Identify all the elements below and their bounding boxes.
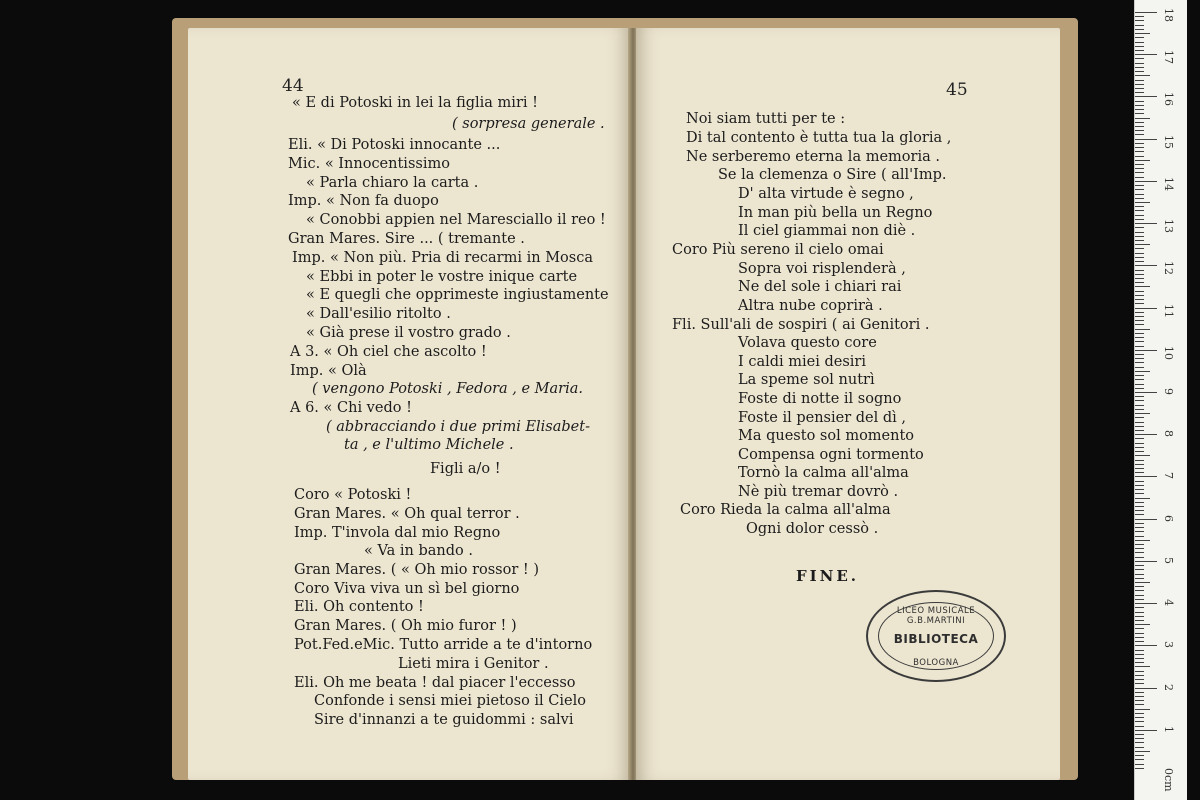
- ruler-tick: [1135, 130, 1144, 131]
- ruler-tick: [1135, 476, 1157, 477]
- left-page-line: « Dall'esilio ritolto .: [306, 306, 451, 322]
- ruler-tick: [1135, 590, 1144, 591]
- left-page-line: « Ebbi in poter le vostre inique carte: [306, 269, 578, 285]
- ruler-tick: [1135, 274, 1144, 275]
- ruler-tick: [1135, 675, 1144, 676]
- left-page-line: ( vengono Potoski , Fedora , e Maria.: [312, 381, 583, 397]
- ruler-tick: [1135, 531, 1144, 532]
- ruler-tick: [1135, 738, 1144, 739]
- ruler-tick: [1135, 709, 1150, 710]
- ruler-tick: [1135, 392, 1157, 393]
- ruler-tick: [1135, 118, 1150, 119]
- ruler-number: 3: [1162, 641, 1175, 649]
- left-page-line: ( abbracciando i due primi Elisabet-: [326, 419, 590, 435]
- ruler-number: 1: [1162, 725, 1175, 733]
- ruler-tick: [1135, 620, 1144, 621]
- ruler-tick: [1135, 489, 1144, 490]
- ruler-tick: [1135, 679, 1144, 680]
- ruler-number: 14: [1162, 176, 1175, 191]
- left-page-line: Eli. Oh contento !: [294, 599, 424, 615]
- fine-label: FINE.: [796, 567, 860, 585]
- ruler-tick: [1135, 704, 1144, 705]
- ruler-tick: [1135, 692, 1144, 693]
- ruler-number: 9: [1162, 388, 1175, 395]
- ruler-tick: [1135, 346, 1144, 347]
- ruler-tick: [1135, 308, 1157, 309]
- ruler-tick: [1135, 210, 1144, 211]
- ruler-tick: [1135, 168, 1144, 169]
- right-page-line: Foste di notte il sogno: [738, 391, 902, 407]
- ruler-tick: [1135, 426, 1144, 427]
- ruler-tick: [1135, 438, 1144, 439]
- ruler-tick: [1135, 561, 1157, 562]
- ruler-tick: [1135, 278, 1144, 279]
- ruler-tick: [1135, 67, 1144, 68]
- ruler-tick: [1135, 50, 1144, 51]
- ruler-tick: [1135, 569, 1144, 570]
- ruler-tick: [1135, 409, 1144, 410]
- ruler-tick: [1135, 527, 1144, 528]
- ruler-tick: [1135, 198, 1144, 199]
- ruler-tick: [1135, 151, 1144, 152]
- ruler-tick: [1135, 742, 1144, 743]
- ruler-tick: [1135, 612, 1144, 613]
- ruler-tick: [1135, 156, 1144, 157]
- right-page-line: Nè più tremar dovrò .: [738, 484, 899, 500]
- ruler-tick: [1135, 282, 1144, 283]
- ruler-tick: [1135, 92, 1144, 93]
- ruler-tick: [1135, 194, 1144, 195]
- left-page-line: « E di Potoski in lei la figlia miri !: [292, 95, 538, 111]
- ruler-tick: [1135, 417, 1144, 418]
- ruler-number: 17: [1162, 50, 1175, 65]
- right-page-line: Coro Più sereno il cielo omai: [672, 242, 884, 258]
- ruler-tick: [1135, 574, 1144, 575]
- right-page-line: Il ciel giammai non diè .: [738, 223, 916, 239]
- ruler-number: 5: [1162, 556, 1175, 564]
- ruler-tick: [1135, 333, 1144, 334]
- ruler-tick: [1135, 84, 1144, 85]
- ruler-tick: [1135, 248, 1144, 249]
- ruler-tick: [1135, 291, 1144, 292]
- ruler-tick: [1135, 430, 1144, 431]
- left-page-line: Mic. « Innocentissimo: [288, 156, 450, 172]
- ruler-tick: [1135, 519, 1157, 520]
- left-page-line: Eli. Oh me beata ! dal piacer l'eccesso: [294, 675, 576, 691]
- ruler-number: 12: [1162, 261, 1175, 276]
- ruler-tick: [1135, 464, 1144, 465]
- right-page-line: Ne serberemo eterna la memoria .: [686, 149, 940, 165]
- ruler-tick: [1135, 481, 1144, 482]
- left-page-line: « E quegli che opprimeste ingiustamente: [306, 287, 609, 303]
- ruler-tick: [1135, 650, 1144, 651]
- ruler-tick: [1135, 641, 1144, 642]
- ruler-tick: [1135, 451, 1144, 452]
- library-stamp: [866, 590, 1006, 682]
- ruler-tick: [1135, 147, 1144, 148]
- right-page-line: Volava questo core: [738, 335, 877, 351]
- ruler-tick: [1135, 683, 1144, 684]
- ruler-tick: [1135, 324, 1144, 325]
- ruler-tick: [1135, 755, 1144, 756]
- left-page-line: Pot.Fed.eMic. Tutto arride a te d'intorno: [294, 637, 593, 653]
- ruler-number: 6: [1162, 514, 1175, 522]
- ruler-tick: [1135, 498, 1150, 499]
- ruler-tick: [1135, 42, 1144, 43]
- ruler-tick: [1135, 688, 1157, 689]
- ruler-tick: [1135, 219, 1144, 220]
- ruler-tick: [1135, 143, 1144, 144]
- ruler-tick: [1135, 759, 1144, 760]
- ruler-tick: [1135, 303, 1144, 304]
- left-page-line: Gran Mares. ( Oh mio furor ! ): [294, 618, 517, 634]
- ruler-tick: [1135, 413, 1150, 414]
- ruler-number: 18: [1162, 8, 1175, 22]
- ruler-tick: [1135, 599, 1144, 600]
- ruler-tick: [1135, 396, 1144, 397]
- ruler-tick: [1135, 295, 1144, 296]
- right-page-line: Coro Rieda la calma all'alma: [680, 502, 891, 518]
- left-page-line: « Va in bando .: [364, 543, 473, 559]
- ruler-tick: [1135, 536, 1144, 537]
- ruler-tick: [1135, 96, 1157, 97]
- right-page-line: Sopra voi risplenderà ,: [738, 261, 906, 277]
- ruler-tick: [1135, 58, 1144, 59]
- ruler-tick: [1135, 662, 1144, 663]
- ruler-tick: [1135, 101, 1144, 102]
- ruler-tick: [1135, 33, 1150, 34]
- ruler-tick: [1135, 126, 1144, 127]
- ruler-tick: [1135, 261, 1144, 262]
- ruler-tick: [1135, 215, 1144, 216]
- left-page-line: ( sorpresa generale .: [452, 116, 605, 132]
- ruler-tick: [1135, 506, 1144, 507]
- ruler-tick: [1135, 595, 1144, 596]
- right-page-line: Ma questo sol momento: [738, 428, 915, 444]
- ruler-tick: [1135, 299, 1144, 300]
- ruler-tick: [1135, 63, 1144, 64]
- right-page-line: I caldi miei desiri: [738, 354, 866, 370]
- left-page-line: « Conobbi appien nel Maresciallo il reo !: [306, 212, 606, 228]
- ruler-tick: [1135, 443, 1144, 444]
- stamp-bottom-text: BOLOGNA: [913, 658, 959, 668]
- left-page-line: Imp. « Olà: [290, 363, 367, 379]
- ruler-tick: [1135, 751, 1150, 752]
- right-page-line: Fli. Sull'ali de sospiri ( ai Genitori .: [672, 317, 930, 333]
- ruler-tick: [1135, 185, 1144, 186]
- ruler-tick: [1135, 637, 1144, 638]
- ruler-tick: [1135, 455, 1150, 456]
- ruler-tick: [1135, 557, 1144, 558]
- left-page-line: « Già prese il vostro grado .: [306, 325, 511, 341]
- left-page-line: Confonde i sensi miei pietoso il Cielo: [314, 693, 586, 709]
- ruler-tick: [1135, 671, 1144, 672]
- ruler-tick: [1135, 510, 1144, 511]
- left-page-line: Eli. « Di Potoski innocante ...: [288, 137, 501, 153]
- ruler-tick: [1135, 20, 1144, 21]
- ruler-tick: [1135, 717, 1144, 718]
- ruler-tick: [1135, 514, 1144, 515]
- ruler-tick: [1135, 434, 1157, 435]
- ruler-tick: [1135, 388, 1144, 389]
- right-page-line: Di tal contento è tutta tua la gloria ,: [686, 130, 952, 146]
- ruler-tick: [1135, 493, 1144, 494]
- ruler-tick: [1135, 46, 1144, 47]
- ruler-tick: [1135, 747, 1144, 748]
- ruler-tick: [1135, 341, 1144, 342]
- ruler-tick: [1135, 552, 1144, 553]
- ruler-tick: [1135, 113, 1144, 114]
- ruler-tick: [1135, 29, 1144, 30]
- ruler-tick: [1135, 713, 1144, 714]
- ruler-tick: [1135, 71, 1144, 72]
- ruler-tick: [1135, 582, 1150, 583]
- left-page-line: Imp. T'invola dal mio Regno: [294, 525, 501, 541]
- ruler-tick: [1135, 405, 1144, 406]
- ruler-tick: [1135, 447, 1144, 448]
- right-page-line: In man più bella un Regno: [738, 205, 933, 221]
- ruler-tick: [1135, 628, 1144, 629]
- ruler-tick: [1135, 544, 1144, 545]
- ruler-number: 2: [1162, 683, 1175, 691]
- ruler-tick: [1135, 240, 1144, 241]
- ruler-tick: [1135, 139, 1157, 140]
- ruler-tick: [1135, 75, 1150, 76]
- ruler-tick: [1135, 658, 1144, 659]
- ruler-tick: [1135, 645, 1157, 646]
- ruler-tick: [1135, 666, 1150, 667]
- ruler-tick: [1135, 540, 1150, 541]
- stamp-top-text: LICEO MUSICALE G.B.MARTINI: [896, 606, 976, 626]
- ruler-tick: [1135, 181, 1157, 182]
- left-page-line: Imp. « Non fa duopo: [288, 193, 439, 209]
- ruler-tick: [1135, 206, 1144, 207]
- ruler-tick: [1135, 320, 1144, 321]
- ruler-tick: [1135, 502, 1144, 503]
- ruler-tick: [1135, 37, 1144, 38]
- ruler-tick: [1135, 700, 1144, 701]
- ruler-tick: [1135, 244, 1150, 245]
- ruler-tick: [1135, 460, 1144, 461]
- ruler-tick: [1135, 253, 1144, 254]
- ruler-tick: [1135, 523, 1144, 524]
- measurement-ruler: [1134, 0, 1187, 800]
- left-page-number: 44: [282, 76, 304, 96]
- left-page-line: Figli a/o !: [430, 461, 501, 477]
- right-page-line: Noi siam tutti per te :: [686, 111, 846, 127]
- ruler-tick: [1135, 109, 1144, 110]
- ruler-tick: [1135, 189, 1144, 190]
- left-page-line: Gran Mares. Sire ... ( tremante .: [288, 231, 525, 247]
- ruler-tick: [1135, 384, 1144, 385]
- ruler-number: 0cm: [1162, 768, 1175, 792]
- ruler-tick: [1135, 25, 1144, 26]
- ruler-number: 16: [1162, 92, 1175, 107]
- left-page-line: Sire d'innanzi a te guidommi : salvi: [314, 712, 574, 728]
- ruler-tick: [1135, 286, 1150, 287]
- ruler-tick: [1135, 603, 1157, 604]
- stamp-middle-text: BIBLIOTECA: [893, 632, 979, 646]
- ruler-tick: [1135, 400, 1144, 401]
- ruler-tick: [1135, 270, 1144, 271]
- right-page-line: Se la clemenza o Sire ( all'Imp.: [718, 167, 947, 183]
- ruler-number: 7: [1162, 472, 1175, 480]
- ruler-tick: [1135, 177, 1144, 178]
- ruler-tick: [1135, 548, 1144, 549]
- ruler-tick: [1135, 616, 1144, 617]
- ruler-tick: [1135, 472, 1144, 473]
- ruler-number: 4: [1162, 599, 1175, 607]
- ruler-number: 13: [1162, 219, 1175, 234]
- left-page-line: « Parla chiaro la carta .: [306, 175, 479, 191]
- ruler-number: 15: [1162, 134, 1175, 149]
- ruler-tick: [1135, 164, 1144, 165]
- ruler-tick: [1135, 12, 1157, 13]
- ruler-tick: [1135, 726, 1144, 727]
- ruler-tick: [1135, 232, 1144, 233]
- ruler-tick: [1135, 354, 1144, 355]
- right-page-line: D' alta virtude è segno ,: [738, 186, 914, 202]
- left-page-line: ta , e l'ultimo Michele .: [344, 437, 514, 453]
- ruler-tick: [1135, 329, 1150, 330]
- ruler-tick: [1135, 227, 1144, 228]
- ruler-tick: [1135, 367, 1144, 368]
- ruler-tick: [1135, 362, 1144, 363]
- ruler-tick: [1135, 236, 1144, 237]
- ruler-tick: [1135, 764, 1144, 765]
- right-page-line: La speme sol nutrì: [738, 372, 875, 388]
- ruler-tick: [1135, 371, 1150, 372]
- left-page-line: A 3. « Oh ciel che ascolto !: [290, 344, 487, 360]
- ruler-tick: [1135, 358, 1144, 359]
- ruler-tick: [1135, 172, 1144, 173]
- ruler-tick: [1135, 16, 1144, 17]
- right-page-line: Foste il pensier del dì ,: [738, 410, 906, 426]
- ruler-tick: [1135, 105, 1144, 106]
- right-page-line: Tornò la calma all'alma: [738, 465, 909, 481]
- ruler-tick: [1135, 337, 1144, 338]
- ruler-tick: [1135, 696, 1144, 697]
- ruler-tick: [1135, 350, 1157, 351]
- left-page-line: Imp. « Non più. Pria di recarmi in Mosca: [292, 250, 593, 266]
- ruler-tick: [1135, 654, 1144, 655]
- right-page-line: Ogni dolor cessò .: [746, 521, 879, 537]
- ruler-tick: [1135, 379, 1144, 380]
- ruler-tick: [1135, 422, 1144, 423]
- ruler-number: 10: [1162, 345, 1175, 360]
- left-page-line: Lieti mira i Genitor .: [398, 656, 549, 672]
- ruler-tick: [1135, 316, 1144, 317]
- ruler-tick: [1135, 122, 1144, 123]
- ruler-tick: [1135, 375, 1144, 376]
- ruler-number: 8: [1162, 430, 1175, 438]
- right-page-number: 45: [946, 80, 968, 100]
- ruler-tick: [1135, 257, 1144, 258]
- ruler-tick: [1135, 607, 1144, 608]
- ruler-tick: [1135, 160, 1150, 161]
- ruler-tick: [1135, 468, 1144, 469]
- ruler-tick: [1135, 565, 1144, 566]
- ruler-tick: [1135, 721, 1144, 722]
- left-page-line: Gran Mares. « Oh qual terror .: [294, 506, 520, 522]
- left-page-line: Coro « Potoski !: [294, 487, 412, 503]
- ruler-tick: [1135, 202, 1150, 203]
- ruler-tick: [1135, 265, 1157, 266]
- right-page-line: Ne del sole i chiari rai: [738, 279, 902, 295]
- ruler-tick: [1135, 734, 1144, 735]
- ruler-tick: [1135, 624, 1150, 625]
- ruler-tick: [1135, 80, 1144, 81]
- right-page-line: Compensa ogni tormento: [738, 447, 924, 463]
- ruler-tick: [1135, 312, 1144, 313]
- ruler-tick: [1135, 586, 1144, 587]
- ruler-number: 11: [1162, 303, 1175, 318]
- left-page-line: Coro Viva viva un sì bel giorno: [294, 581, 520, 597]
- ruler-tick: [1135, 88, 1144, 89]
- ruler-tick: [1135, 730, 1157, 731]
- ruler-tick: [1135, 578, 1144, 579]
- ruler-tick: [1135, 223, 1157, 224]
- ruler-tick: [1135, 768, 1144, 769]
- left-page-line: A 6. « Chi vedo !: [290, 400, 412, 416]
- left-page-line: Gran Mares. ( « Oh mio rossor ! ): [294, 562, 539, 578]
- ruler-tick: [1135, 134, 1144, 135]
- ruler-tick: [1135, 54, 1157, 55]
- ruler-tick: [1135, 633, 1144, 634]
- ruler-tick: [1135, 485, 1144, 486]
- right-page-line: Altra nube coprirà .: [738, 298, 883, 314]
